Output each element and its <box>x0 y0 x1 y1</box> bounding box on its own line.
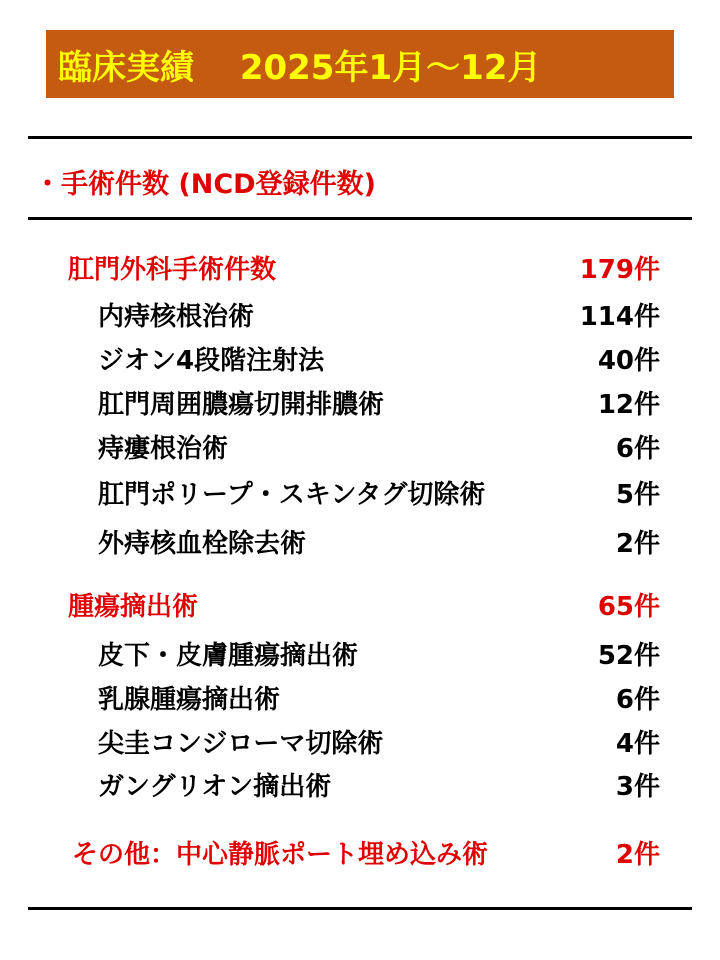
section-heading: ・手術件数 (NCD登録件数) <box>34 169 376 200</box>
item-count: 6件 <box>615 434 660 464</box>
page-title: 臨床実績 2025年1月～12月 <box>58 47 542 88</box>
list-item <box>0 724 720 764</box>
list-item <box>0 475 720 515</box>
list-item <box>0 636 720 676</box>
divider-bottom <box>28 907 692 910</box>
category-row-anal-surgery <box>0 250 720 290</box>
list-item <box>0 341 720 381</box>
item-count: 2件 <box>615 529 660 559</box>
category-row-tumor-excision <box>0 587 720 627</box>
item-count: 4件 <box>615 729 660 759</box>
item-label: 外痔核血栓除去術 <box>98 529 307 559</box>
divider-middle <box>28 217 692 220</box>
list-item <box>0 429 720 469</box>
item-label: 皮下・皮膚腫瘍摘出術 <box>98 641 359 671</box>
item-count: 12件 <box>597 390 660 420</box>
list-item <box>0 385 720 425</box>
item-label: 痔瘻根治術 <box>98 434 229 464</box>
item-label: 乳腺腫瘍摘出術 <box>98 685 281 715</box>
item-label: ガングリオン摘出術 <box>98 772 332 802</box>
other-count: 2件 <box>615 840 660 870</box>
item-label: ジオン4段階注射法 <box>98 346 325 376</box>
item-count: 114件 <box>579 302 660 332</box>
list-item <box>0 680 720 720</box>
title-banner <box>46 30 674 98</box>
item-count: 40件 <box>597 346 660 376</box>
item-label: 肛門ポリープ・スキンタグ切除術 <box>98 480 486 510</box>
category-label: 肛門外科手術件数 <box>68 255 277 285</box>
category-count: 65件 <box>597 592 660 622</box>
item-count: 52件 <box>597 641 660 671</box>
item-count: 3件 <box>615 772 660 802</box>
category-count: 179件 <box>579 255 660 285</box>
item-count: 6件 <box>615 685 660 715</box>
divider-top <box>28 136 692 139</box>
category-label: 腫瘍摘出術 <box>68 592 199 622</box>
item-label: 尖圭コンジローマ切除術 <box>98 729 384 759</box>
list-item <box>0 524 720 564</box>
list-item <box>0 297 720 337</box>
item-label: 内痔核根治術 <box>98 302 255 332</box>
other-label: その他：中心静脈ポート埋め込み術 <box>72 840 489 870</box>
other-row <box>0 835 720 875</box>
item-count: 5件 <box>615 480 660 510</box>
list-item <box>0 767 720 807</box>
item-label: 肛門周囲膿瘍切開排膿術 <box>98 390 385 420</box>
